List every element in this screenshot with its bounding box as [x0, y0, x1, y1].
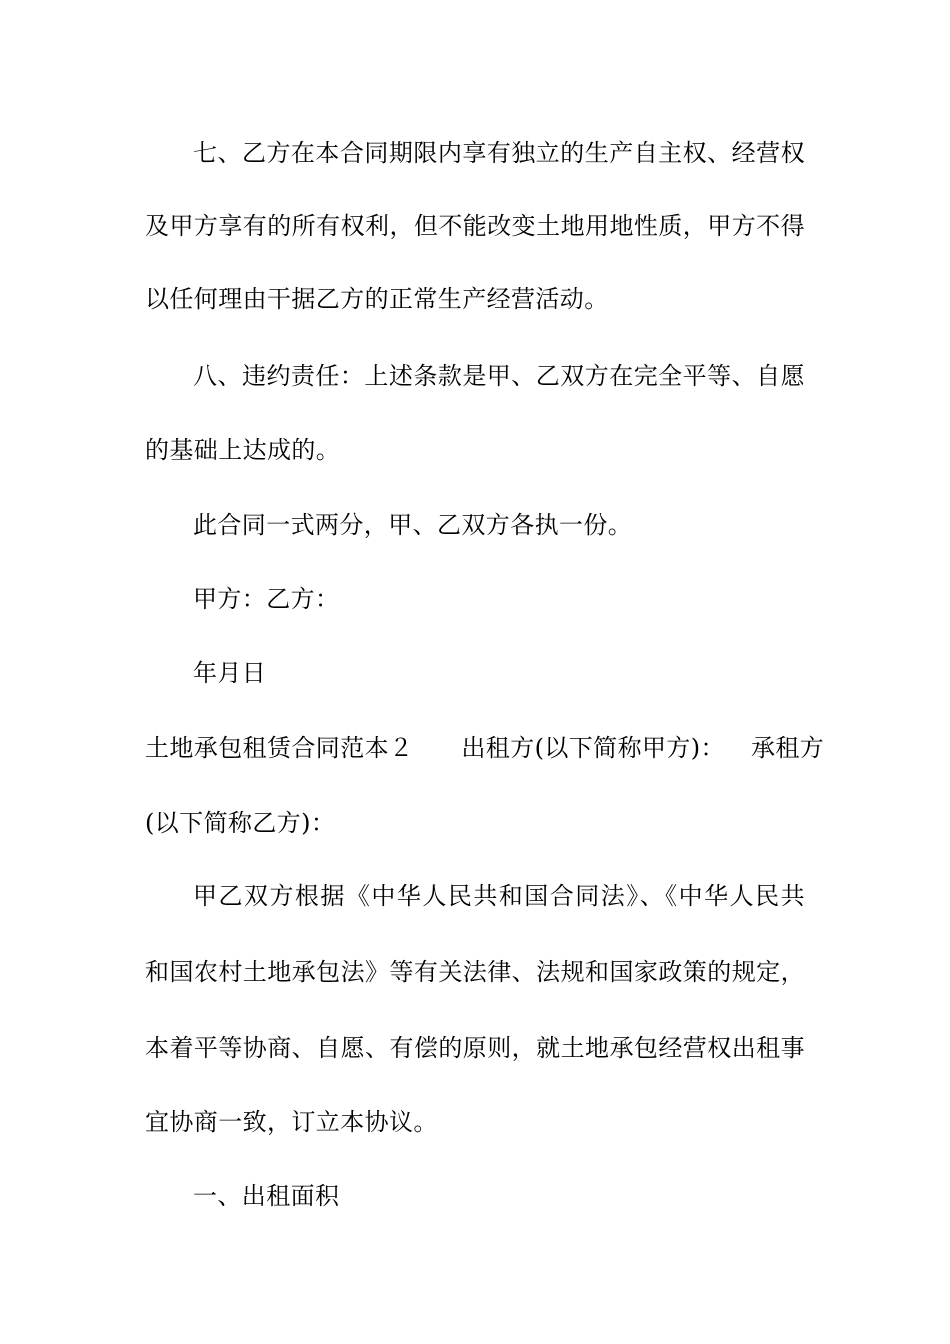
paragraph-line: 本着平等协商、自愿、有偿的原则，就土地承包经营权出租事	[145, 1034, 805, 1062]
paragraph-line: 八、违约责任：上述条款是甲、乙双方在完全平等、自愿	[193, 362, 805, 390]
contract-title: 土地承包租赁合同范本２	[145, 734, 414, 762]
paragraph-line: 此合同一式两分，甲、乙双方各执一份。	[193, 511, 633, 539]
paragraph-line: 甲乙双方根据《中华人民共和国合同法》、《中华人民共	[193, 882, 805, 910]
paragraph-line: 七、乙方在本合同期限内享有独立的生产自主权、经营权	[193, 139, 805, 167]
paragraph-line: 的基础上达成的。	[145, 436, 341, 464]
paragraph-line: 和国农村土地承包法》等有关法律、法规和国家政策的规定，	[145, 958, 805, 986]
lessee-label: 承租方	[750, 734, 825, 762]
section-heading: 一、出租面积	[193, 1182, 340, 1210]
paragraph-line: 以任何理由干据乙方的正常生产经营活动。	[145, 285, 609, 313]
contract-heading-line	[145, 733, 824, 763]
signature-line: 甲方：乙方：	[193, 585, 340, 613]
paragraph-line: (以下简称乙方)：	[145, 809, 336, 837]
paragraph-line: 及甲方享有的所有权利，但不能改变土地用地性质，甲方不得	[145, 212, 805, 240]
lessor-label: 出租方(以下简称甲方)：	[461, 734, 725, 762]
paragraph-line: 宜协商一致，订立本协议。	[145, 1108, 438, 1136]
date-line: 年月日	[193, 659, 267, 687]
